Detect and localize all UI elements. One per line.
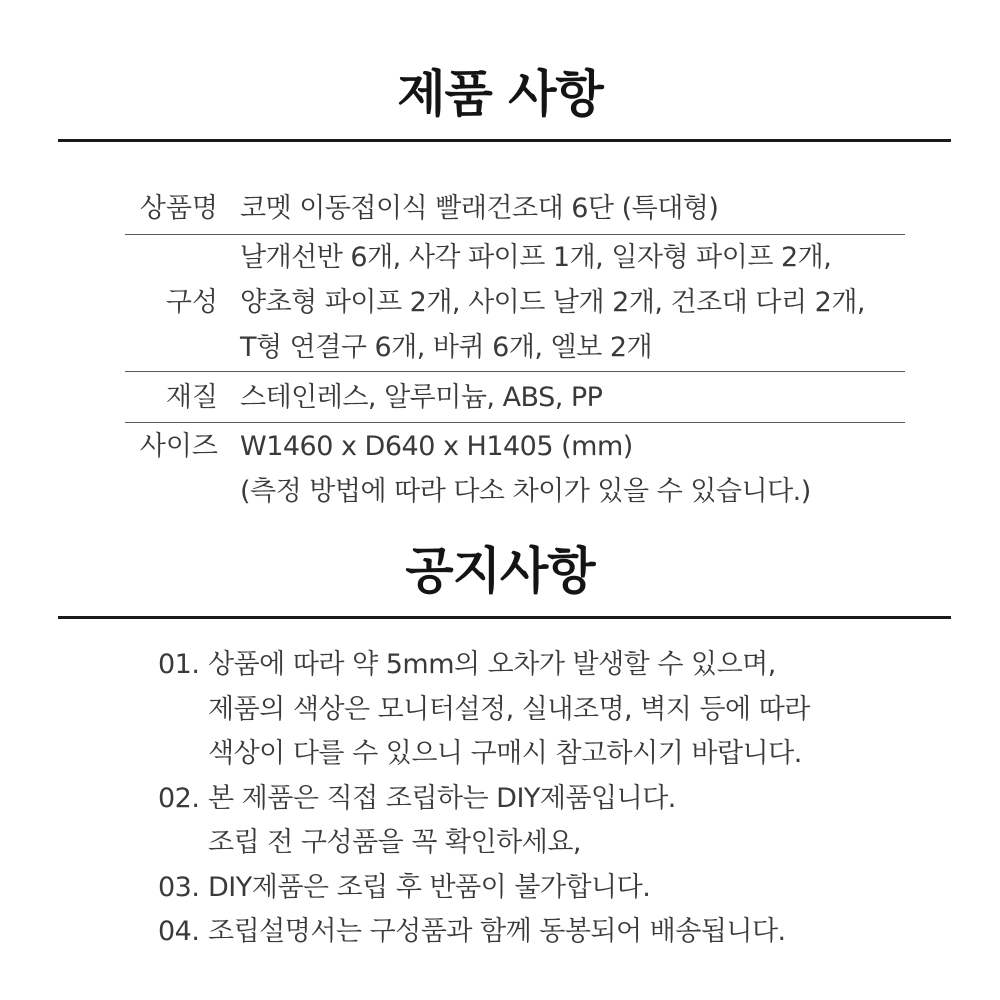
spec-values [240,235,910,370]
notice-text [208,777,918,866]
spec-value-line: (측정 방법에 따라 다소 차이가 있을 수 있습니다.) [240,476,811,507]
notice-line: 상품에 따라 약 5mm의 오차가 발생할 수 있으며, [208,649,776,680]
spec-value-line: W1460 x D640 x H1405 (mm) [240,431,633,462]
notice-item [158,643,918,777]
spec-value-line: 날개선반 6개, 사각 파이프 1개, 일자형 파이프 2개, [240,242,832,273]
notice-line: 본 제품은 직접 조립하는 DIY제품입니다. [208,782,676,814]
spec-row-material [125,373,905,423]
notice-line: 제품의 색상은 모니터설정, 실내조명, 벽지 등에 따라 [208,693,810,725]
spec-label: 상품명 [139,193,218,224]
spec-row-composition [125,235,905,372]
notice-number: 04. [158,916,200,947]
notice-number: 03. [158,871,200,903]
spec-value-line: 양초형 파이프 2개, 사이드 날개 2개, 건조대 다리 2개, [240,287,865,318]
notice-number: 01. [158,649,200,680]
spec-values [240,375,910,420]
notice-list [158,643,918,955]
spec-label: 구성 [165,287,218,318]
spec-value-line: 스테인레스, 알루미늄, ABS, PP [240,382,603,413]
notice-number: 02. [158,782,200,814]
notice-item [158,866,918,911]
spec-row-product-name [125,186,905,235]
notice-item [158,777,918,866]
notice-line: 조립설명서는 구성품과 함께 동봉되어 배송됩니다. [208,916,786,947]
notice-section-title: 공지사항 [405,542,595,600]
spec-value-line: T형 연결구 6개, 바퀴 6개, 엘보 2개 [240,332,653,363]
product-section-title: 제품 사항 [397,65,603,123]
spec-values [240,186,910,231]
spec-row-size [125,424,905,514]
notice-title-divider [58,616,951,619]
notice-line: 조립 전 구성품을 꼭 확인하세요, [208,827,581,858]
spec-value-line: 코멧 이동접이식 빨래건조대 6단 (특대형) [240,193,719,224]
product-title-divider [58,139,951,142]
notice-item [158,910,918,955]
notice-text [208,643,918,777]
notice-line: DIY제품은 조립 후 반품이 불가합니다. [208,871,651,903]
notice-text [208,866,918,911]
notice-line: 색상이 다를 수 있으니 구매시 참고하시기 바랍니다. [208,738,802,769]
spec-label: 재질 [165,382,218,413]
spec-label: 사이즈 [139,431,218,462]
spec-values [240,424,910,514]
notice-text [208,910,918,955]
